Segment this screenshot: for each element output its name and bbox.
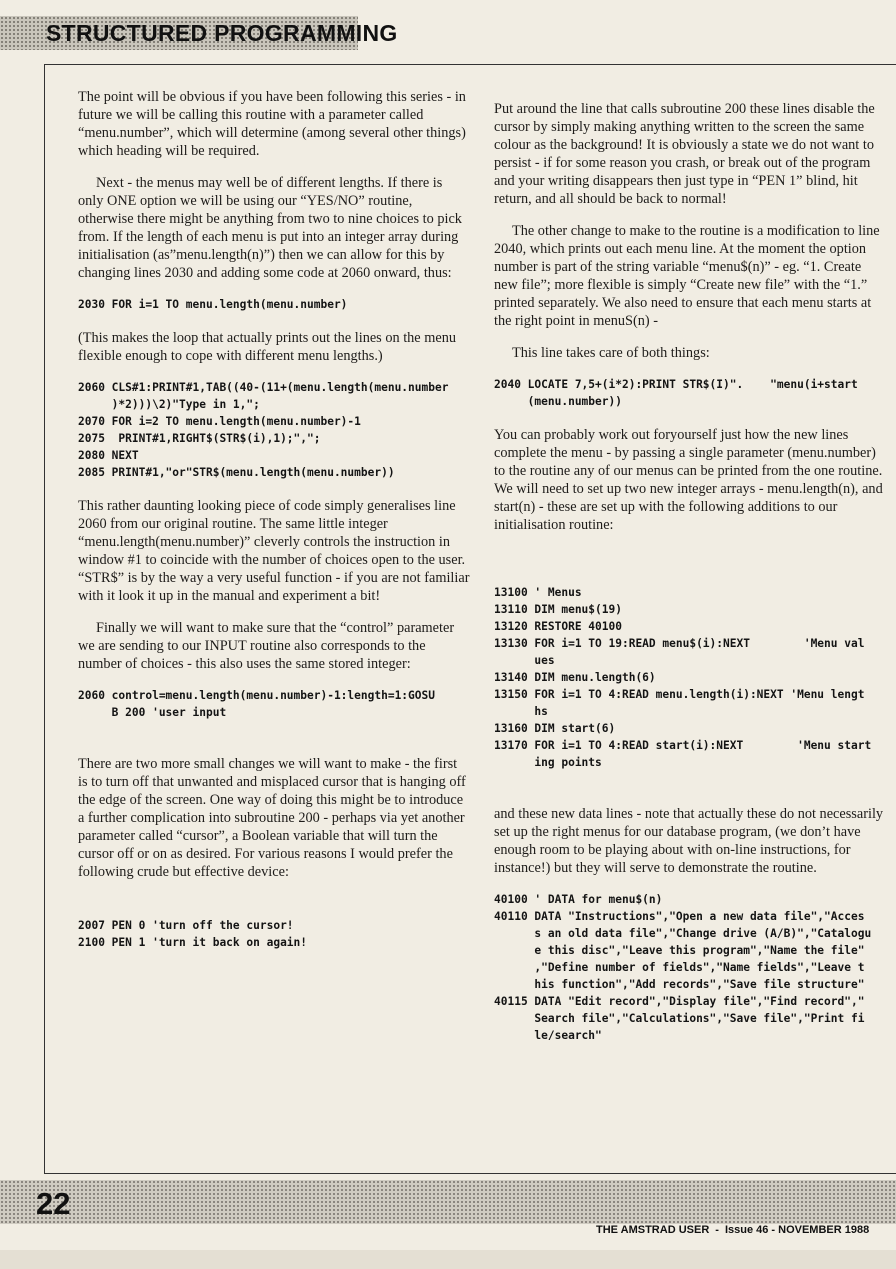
- right-column: [494, 100, 884, 1060]
- paragraph: (This makes the loop that actually prints out the lines on the menu flexible enough to cope with different menu lengths.): [78, 330, 456, 364]
- footer-separator: -: [715, 1224, 719, 1236]
- code-listing: 2060 control=menu.length(menu.number)-1:length=1:GOSU B 200 'user input: [78, 689, 435, 719]
- paragraph: Finally we will want to make sure that the “control” parameter we are sending to our INPUT routine also corresponds to the number of choices - this also uses the same stored integer:: [78, 620, 455, 672]
- code-listing: 40100 ' DATA for menu$(n) 40110 DATA "Instructions","Open a new data file","Acces s an old data file","Change drive (A/B)","Catalogu e this disc","Leave this program","Name the file" ,"Define number of fields","Name fields","Leave t his function","Add records","Save file structure" 40115 DATA "Edit record","Display file","Find record"," Search file","Calculations","Save file","Print fi le/search": [494, 893, 872, 1042]
- code-listing: 2060 CLS#1:PRINT#1,TAB((40-(11+(menu.length(menu.number )*2)))\2)"Type in 1,"; 2070 FOR i=2 TO menu.length(menu.number)-1 2075 PRINT#1,RIGHT$(STR$(i),1);","; 2080 NEXT 2085 PRINT#1,"or"STR$(menu.length(menu.number)): [78, 381, 449, 479]
- paragraph: You can probably work out foryourself just how the new lines complete the menu - by passing a single parameter (menu.number) to the routine any of our menus can be printed from the one routine. We will need to set up two new integer arrays - menu.length(n), and start(n) - these are set up with the following additions to our initialisation routine:: [494, 427, 883, 533]
- code-listing: 2040 LOCATE 7,5+(i*2):PRINT STR$(I)". "menu(i+start (menu.number)): [494, 378, 858, 408]
- paragraph: Put around the line that calls subroutine 200 these lines disable the cursor by simply making anything written to the screen the same colour as the background! It is obviously a state we do not want to persist - if for some reason you crash, or break out of the program and your writing disappears then just type in “PEN 1” blind, hit return, and all should be back to normal!: [494, 101, 875, 207]
- paragraph: This rather daunting looking piece of code simply generalises line 2060 from our original routine. The same little integer “menu.length(menu.number)” cleverly controls the instruction in window #1 to coincide with the number of choices open to the user. “STR$” is by the way a very useful function - if you are not familiar with it look it up in the manual and experiment a bit!: [78, 498, 470, 604]
- left-column: [78, 88, 470, 967]
- paragraph: The point will be obvious if you have been following this series - in future we will be calling this routine with a parameter called “menu.number”, which will determine (among several other things) which heading will be required.: [78, 89, 466, 159]
- code-listing: 2007 PEN 0 'turn off the cursor! 2100 PEN 1 'turn it back on again!: [78, 919, 308, 949]
- code-listing: 2030 FOR i=1 TO menu.length(menu.number): [78, 298, 348, 311]
- page-bottom-strip: [0, 1250, 896, 1269]
- issue-info: Issue 46 - NOVEMBER 1988: [724, 1224, 870, 1236]
- footer-credit: [596, 1224, 869, 1236]
- footer-band: [0, 1180, 896, 1224]
- paragraph: This line takes care of both things:: [512, 345, 710, 361]
- paragraph: and these new data lines - note that actually these do not necessarily set up the right menus for our database program, (we don’t have enough room to be playing about with on-line instructions, for instance!) but they will serve to demonstrate the routine.: [494, 806, 884, 876]
- paragraph: The other change to make to the routine is a modification to line 2040, which prints out each menu line. At the moment the option number is part of the string variable “menu$(n)” - eg. “1. Create new file”; more flexible is simply “Create new file” with the “1.” printed separately. We also need to ensure that each menu starts at the right point in menuS(n) -: [494, 223, 880, 329]
- paragraph: There are two more small changes we will want to make - the first is to turn off that unwanted and misplaced cursor that is hanging off the edge of the screen. One way of doing this might be to introduce a further complication into subroutine 200 - perhaps via yet another parameter called “cursor”, a Boolean variable that will turn the cursor off or on as desired. For various reasons I would prefer the following crude but effective device:: [78, 756, 466, 880]
- code-listing: 13100 ' Menus 13110 DIM menu$(19) 13120 RESTORE 40100 13130 FOR i=1 TO 19:READ menu$(i):NEXT 'Menu val ues 13140 DIM menu.length(6) 13150 FOR i=1 TO 4:READ menu.length(i):NEXT 'Menu lengt hs 13160 DIM start(6) 13170 FOR i=1 TO 4:READ start(i):NEXT 'Menu start ing points: [494, 586, 872, 769]
- paragraph: Next - the menus may well be of different lengths. If there is only ONE option we will be using our “YES/NO” routine, otherwise there might be anything from two to nine choices to pick from. If the length of each menu is put into an integer array during initialisation (as”menu.length(n)”) then we can allow for this by changing lines 2030 and adding some code at 2060 onward, thus:: [78, 175, 462, 281]
- page-number: 22: [36, 1186, 71, 1221]
- magazine-name: THE AMSTRAD USER: [596, 1224, 710, 1236]
- section-title: STRUCTURED PROGRAMMING: [46, 20, 398, 46]
